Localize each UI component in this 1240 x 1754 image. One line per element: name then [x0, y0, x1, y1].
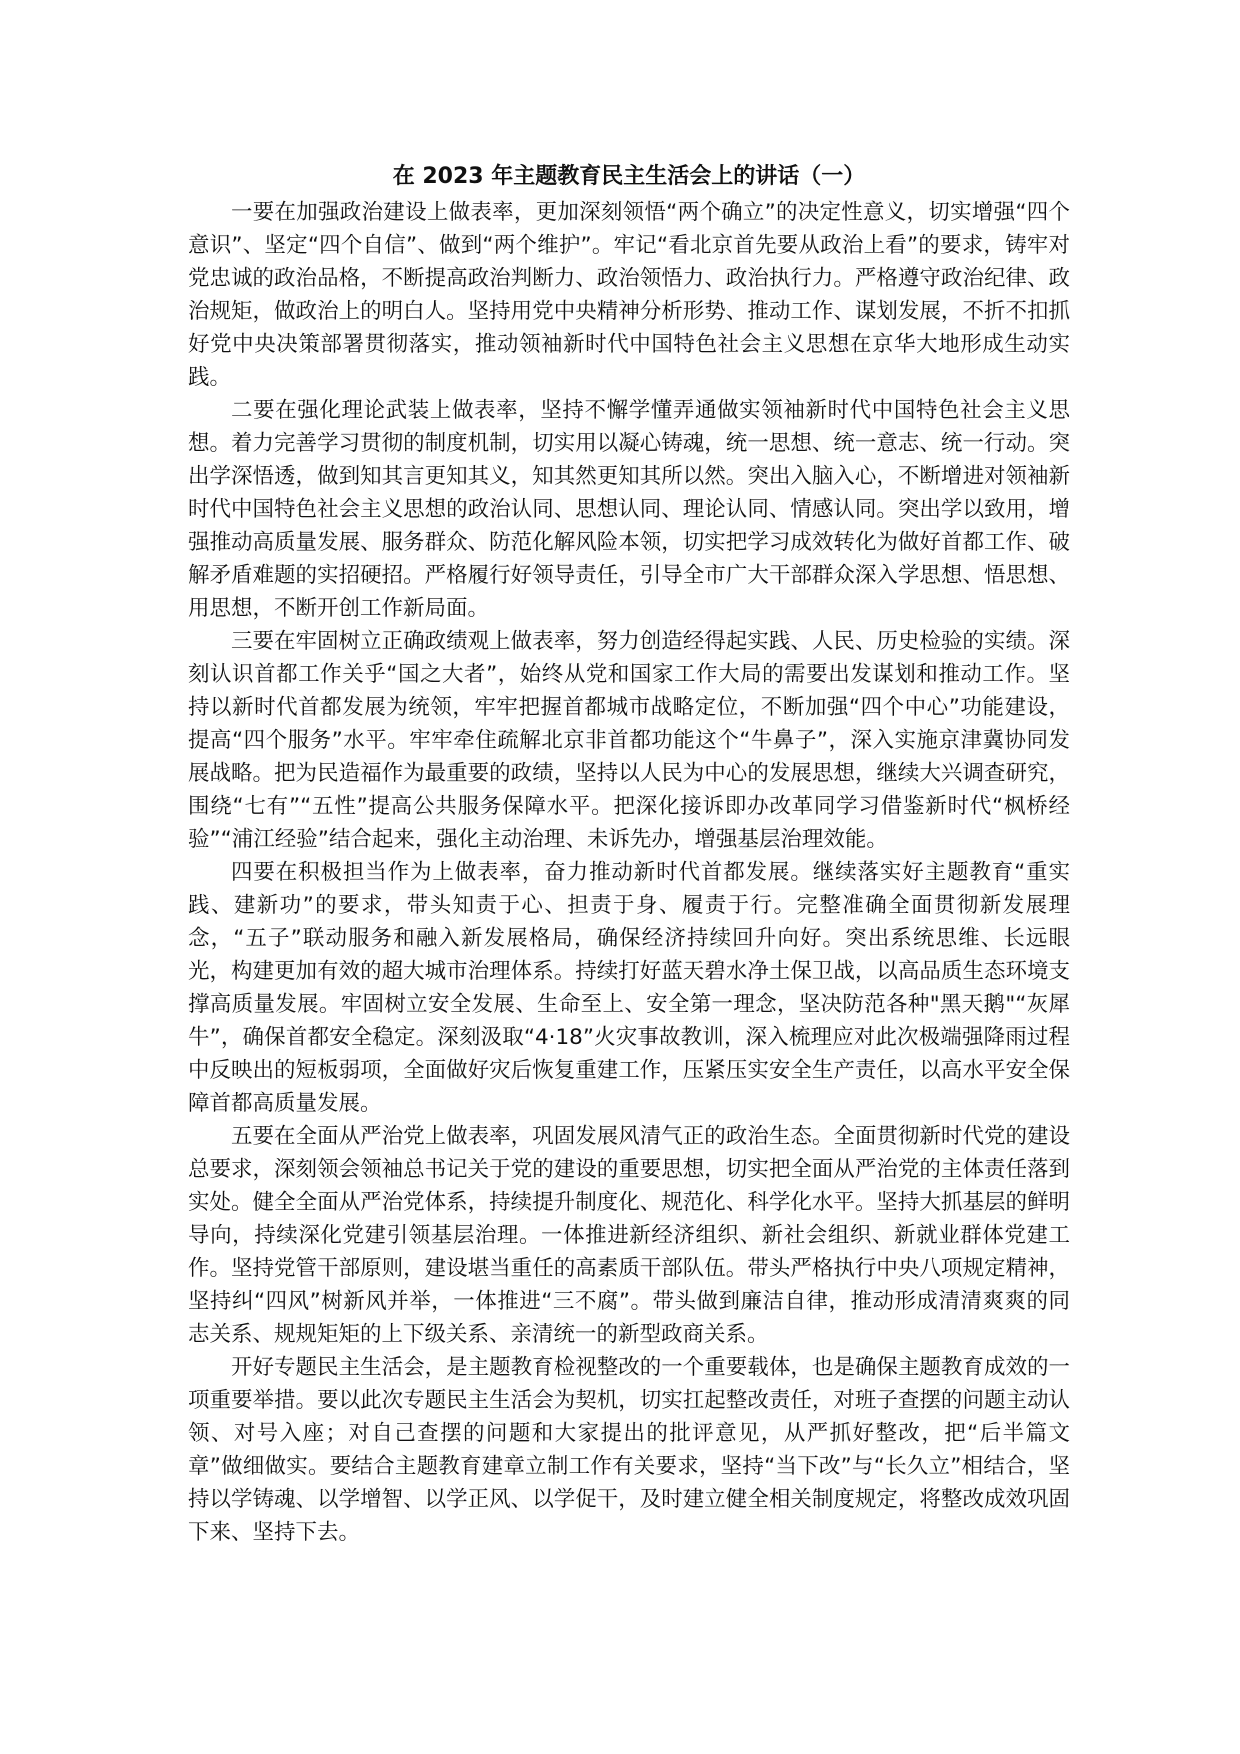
paragraph-5: 五要在全面从严治党上做表率，巩固发展风清气正的政治生态。全面贯彻新时代党的建设总要求，深刻领会领袖总书记关于党的建设的重要思想，切实把全面从严治党的主体责任落到实处。健全全面从严治党体系，持续提升制度化、规范化、科学化水平。坚持大抓基层的鲜明导向，持续深化党建引领基层治理。一体推进新经济组织、新社会组织、新就业群体党建工作。坚持党管干部原则，建设堪当重任的高素质干部队伍。带头严格执行中央八项规定精神，坚持纠“四风”树新风并举，一体推进“三不腐”。带头做到廉洁自律，推动形成清清爽爽的同志关系、规规矩矩的上下级关系、亲清统一的新型政商关系。	[188, 1124, 1070, 1347]
document-page	[188, 160, 1070, 1549]
document-title: 在 2023 年主题教育民主生活会上的讲话（一）	[392, 164, 866, 189]
paragraph-6: 开好专题民主生活会，是主题教育检视整改的一个重要载体，也是确保主题教育成效的一项重要举措。要以此次专题民主生活会为契机，切实扛起整改责任，对班子查摆的问题主动认领、对号入座；对自己查摆的问题和大家提出的批评意见，从严抓好整改，把“后半篇文章”做细做实。要结合主题教育建章立制工作有关要求，坚持“当下改”与“长久立”相结合，坚持以学铸魂、以学增智、以学正风、以学促干，及时建立健全相关制度规定，将整改成效巩固下来、坚持下去。	[188, 1355, 1070, 1545]
paragraph-4: 四要在积极担当作为上做表率，奋力推动新时代首都发展。继续落实好主题教育“重实践、建新功”的要求，带头知责于心、担责于身、履责于行。完整准确全面贯彻新发展理念，“五子”联动服务和融入新发展格局，确保经济持续回升向好。突出系统思维、长远眼光，构建更加有效的超大城市治理体系。持续打好蓝天碧水净土保卫战，以高品质生态环境支撑高质量发展。牢固树立安全发展、生命至上、安全第一理念，坚决防范各种"黑天鹅"“灰犀牛”，确保首都安全稳定。深刻汲取“4·18”火灾事故教训，深入梳理应对此次极端强降雨过程中反映出的短板弱项，全面做好灾后恢复重建工作，压紧压实安全生产责任，以高水平安全保障首都高质量发展。	[188, 860, 1070, 1116]
paragraph-1: 一要在加强政治建设上做表率，更加深刻领悟“两个确立”的决定性意义，切实增强“四个意识”、坚定“四个自信”、做到“两个维护”。牢记“看北京首先要从政治上看”的要求，铸牢对党忠诚的政治品格，不断提高政治判断力、政治领悟力、政治执行力。严格遵守政治纪律、政治规矩，做政治上的明白人。坚持用党中央精神分析形势、推动工作、谋划发展，不折不扣抓好党中央决策部署贯彻落实，推动领袖新时代中国特色社会主义思想在京华大地形成生动实践。	[188, 200, 1070, 390]
paragraph-2: 二要在强化理论武装上做表率，坚持不懈学懂弄通做实领袖新时代中国特色社会主义思想。着力完善学习贯彻的制度机制，切实用以凝心铸魂，统一思想、统一意志、统一行动。突出学深悟透，做到知其言更知其义，知其然更知其所以然。突出入脑入心，不断增进对领袖新时代中国特色社会主义思想的政治认同、思想认同、理论认同、情感认同。突出学以致用，增强推动高质量发展、服务群众、防范化解风险本领，切实把学习成效转化为做好首都工作、破解矛盾难题的实招硬招。严格履行好领导责任，引导全市广大干部群众深入学思想、悟思想、用思想，不断开创工作新局面。	[188, 398, 1070, 621]
paragraph-3: 三要在牢固树立正确政绩观上做表率，努力创造经得起实践、人民、历史检验的实绩。深刻认识首都工作关乎“国之大者”，始终从党和国家工作大局的需要出发谋划和推动工作。坚持以新时代首都发展为统领，牢牢把握首都城市战略定位，不断加强“四个中心”功能建设，提高“四个服务”水平。牢牢牵住疏解北京非首都功能这个“牛鼻子”，深入实施京津冀协同发展战略。把为民造福作为最重要的政绩，坚持以人民为中心的发展思想，继续大兴调查研究，围绕“七有”“五性”提高公共服务保障水平。把深化接诉即办改革同学习借鉴新时代“枫桥经验”“浦江经验”结合起来，强化主动治理、未诉先办，增强基层治理效能。	[188, 629, 1070, 852]
